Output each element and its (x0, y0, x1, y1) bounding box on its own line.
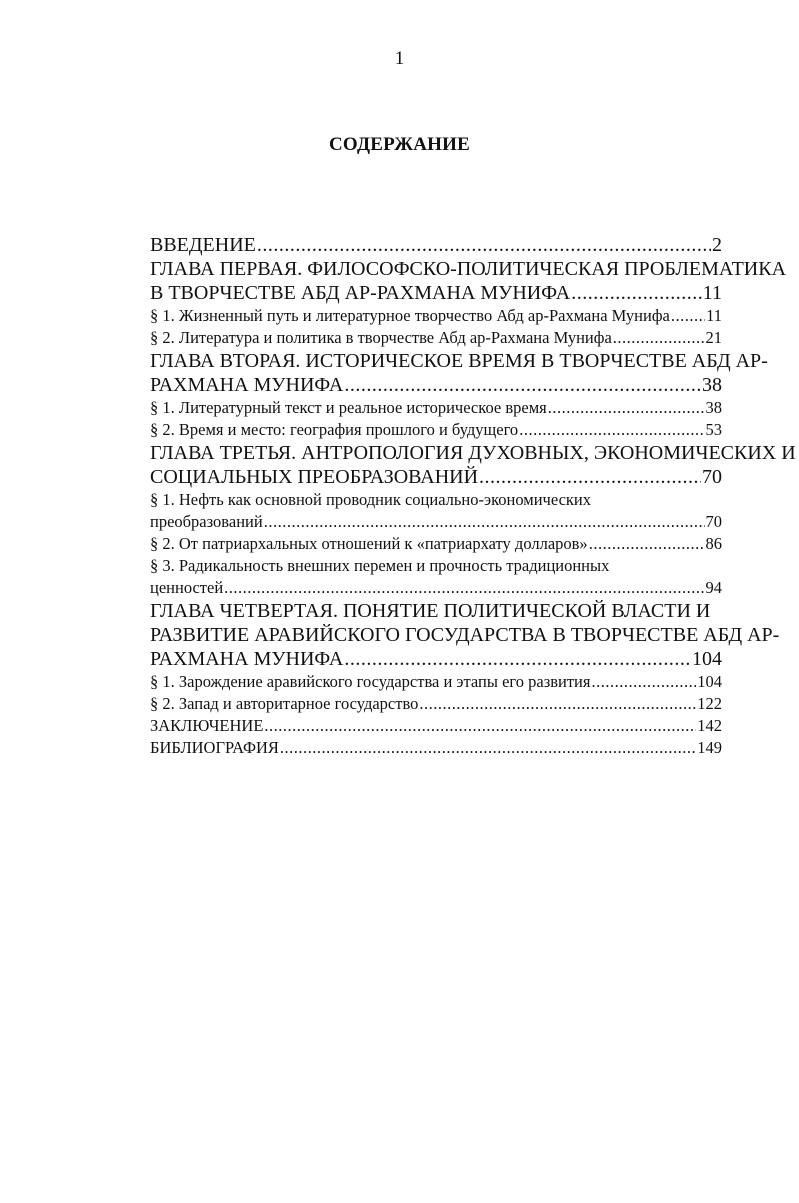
toc-entry-line: § 1. Нефть как основной проводник социально-экономических (150, 490, 592, 509)
toc-entry (150, 715, 722, 737)
table-of-contents (150, 233, 796, 759)
toc-entry-last-line (150, 671, 722, 693)
toc-entry-title: ценностей (150, 578, 224, 597)
toc-entry-line: РАЗВИТИЕ АРАВИЙСКОГО ГОСУДАРСТВА В ТВОРЧЕСТВЕ АБД АР- (150, 624, 780, 646)
toc-entry-title: ЗАКЛЮЧЕНИЕ (150, 716, 264, 735)
toc-entry-last-line (150, 737, 722, 759)
toc-entry-last-line (150, 693, 722, 715)
toc-entry-line: § 3. Радикальность внешних перемен и прочность традиционных (150, 556, 610, 575)
toc-entry (150, 349, 768, 397)
toc-entry-title: § 1. Литературный текст и реальное историческое время (150, 398, 547, 417)
toc-entry-line: ГЛАВА ПЕРВАЯ. ФИЛОСОФСКО-ПОЛИТИЧЕСКАЯ ПРОБЛЕМАТИКА (150, 258, 787, 280)
toc-page-number: 21 (705, 328, 722, 347)
toc-entry-title: § 1. Жизненный путь и литературное творчество Абд ар-Рахмана Мунифа (150, 306, 670, 325)
dot-leader (224, 577, 704, 599)
toc-entry-last-line (150, 281, 722, 305)
toc-entry-title: РАХМАНА МУНИФА (150, 374, 344, 396)
toc-page-number: 53 (705, 420, 722, 439)
toc-page-number: 86 (705, 534, 722, 553)
toc-page-number: 149 (697, 738, 722, 757)
toc-page-number: 104 (697, 672, 722, 691)
dot-leader (280, 737, 696, 759)
toc-entry-last-line (150, 715, 722, 737)
toc-entry (150, 233, 722, 257)
toc-page-number: 38 (705, 398, 722, 417)
toc-page-number: 38 (702, 374, 722, 396)
toc-page-number: 70 (702, 466, 722, 488)
dot-leader (613, 327, 705, 349)
toc-entry-title: § 2. Время и место: география прошлого и будущего (150, 420, 519, 439)
dot-leader (264, 715, 696, 737)
toc-entry-last-line (150, 373, 722, 397)
dot-leader (257, 233, 711, 257)
toc-entry (150, 419, 722, 441)
toc-entry-line: ГЛАВА ТРЕТЬЯ. АНТРОПОЛОГИЯ ДУХОВНЫХ, ЭКОНОМИЧЕСКИХ И (150, 442, 796, 464)
toc-entry (150, 257, 787, 305)
toc-entry (150, 305, 722, 327)
toc-entry (150, 441, 796, 489)
dot-leader (519, 419, 704, 441)
toc-entry (150, 671, 722, 693)
dot-leader (591, 671, 696, 693)
toc-entry-last-line (150, 533, 722, 555)
toc-entry-title: преобразований (150, 512, 263, 531)
dot-leader (264, 511, 705, 533)
toc-entry (150, 327, 722, 349)
toc-page-number: 94 (705, 578, 722, 597)
toc-entry (150, 533, 722, 555)
toc-entry-title: В ТВОРЧЕСТВЕ АБД АР-РАХМАНА МУНИФА (150, 282, 571, 304)
toc-entry-title: РАХМАНА МУНИФА (150, 648, 344, 670)
dot-leader (671, 305, 705, 327)
toc-page-number: 70 (705, 512, 722, 531)
dot-leader (344, 373, 701, 397)
toc-page-number: 142 (697, 716, 722, 735)
toc-page-number: 11 (706, 306, 722, 325)
toc-entry (150, 599, 780, 671)
toc-entry-last-line (150, 577, 722, 599)
toc-entry-title: ВВЕДЕНИЕ (150, 234, 256, 256)
toc-entry-title: § 2. От патриархальных отношений к «патриархату долларов» (150, 534, 588, 553)
toc-entry-title: § 2. Литература и политика в творчестве Абд ар-Рахмана Мунифа (150, 328, 612, 347)
dot-leader (571, 281, 702, 305)
toc-page-number: 2 (712, 234, 722, 256)
toc-entry-title: БИБЛИОГРАФИЯ (150, 738, 279, 757)
toc-entry-last-line (150, 327, 722, 349)
toc-entry-last-line (150, 647, 722, 671)
toc-page-number: 11 (702, 282, 722, 304)
toc-entry-title: СОЦИАЛЬНЫХ ПРЕОБРАЗОВАНИЙ (150, 466, 479, 488)
dot-leader (419, 693, 696, 715)
toc-entry-line: ГЛАВА ВТОРАЯ. ИСТОРИЧЕСКОЕ ВРЕМЯ В ТВОРЧЕСТВЕ АБД АР- (150, 350, 768, 372)
toc-entry-last-line (150, 511, 722, 533)
dot-leader (548, 397, 705, 419)
dot-leader (344, 647, 691, 671)
toc-page-number: 104 (692, 648, 722, 670)
toc-entry (150, 693, 722, 715)
toc-entry-last-line (150, 233, 722, 257)
toc-entry-title: § 1. Зарождение аравийского государства и этапы его развития (150, 672, 591, 691)
page-title: СОДЕРЖАНИЕ (329, 134, 470, 155)
toc-entry (150, 555, 722, 599)
toc-entry-last-line (150, 397, 722, 419)
toc-entry-last-line (150, 419, 722, 441)
toc-entry-last-line (150, 305, 722, 327)
toc-page-number: 122 (697, 694, 722, 713)
toc-entry-last-line (150, 465, 722, 489)
toc-entry (150, 397, 722, 419)
toc-entry-title: § 2. Запад и авторитарное государство (150, 694, 419, 713)
toc-entry-line: ГЛАВА ЧЕТВЕРТАЯ. ПОНЯТИЕ ПОЛИТИЧЕСКОЙ ВЛАСТИ И (150, 600, 711, 622)
page-number: 1 (394, 48, 405, 69)
dot-leader (479, 465, 701, 489)
toc-entry (150, 489, 722, 533)
toc-entry (150, 737, 722, 759)
dot-leader (589, 533, 705, 555)
